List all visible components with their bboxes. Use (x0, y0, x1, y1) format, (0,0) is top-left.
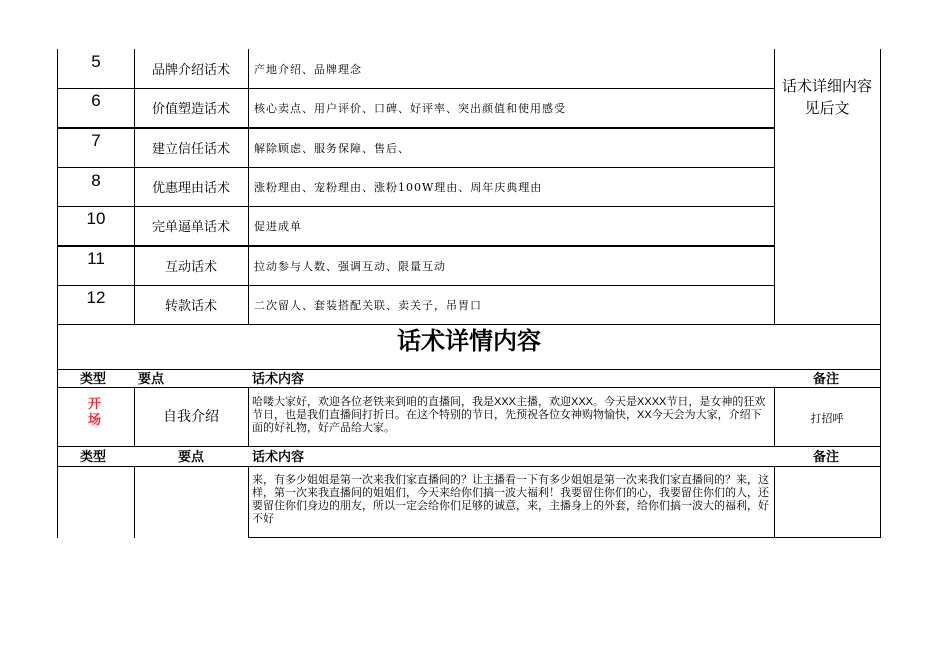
row-topic: 价值塑造话术 (151, 102, 230, 117)
row-number: 7 (91, 131, 101, 150)
row-description: 拉动参与人数、强调互动、限量互动 (254, 260, 446, 273)
row-description: 促进成单 (254, 220, 302, 233)
row-description: 二次留人、套装搭配关联、卖关子，吊胃口 (254, 299, 482, 312)
row-topic: 优惠理由话术 (151, 181, 230, 196)
row-topic: 品牌介绍话术 (151, 63, 230, 78)
opening-point: 自我介绍 (163, 409, 219, 425)
row-number: 11 (87, 249, 105, 268)
opening-remark: 打招呼 (810, 412, 844, 425)
header-type: 类型 (80, 450, 107, 465)
row-topic: 完单逼单话术 (151, 220, 230, 235)
header-remark: 备注 (813, 450, 840, 465)
header-type: 类型 (80, 372, 107, 387)
row-number: 8 (91, 171, 101, 190)
row-number: 10 (86, 209, 106, 228)
row-number: 5 (91, 52, 101, 71)
second-content: 来，有多少姐姐是第一次来我们家直播间的？让主播看一下有多少姐姐是第一次来我们家直播间的？来，这样，第一次来我直播间的姐姐们，今天来给你们搞一波大福利！我要留住你们的心，我要留住你们的人，还要留住你们身边的朋友，所以一定会给你们足够的诚意，来，主播身上的外套，给你们搞一波大的福利，好不好 (252, 474, 769, 525)
row-topic: 建立信任话术 (151, 142, 230, 157)
header-remark: 备注 (813, 372, 840, 387)
header-point: 要点 (178, 450, 205, 465)
side-note: 话术详细内容见后文 (781, 77, 872, 117)
header-content: 话术内容 (252, 372, 305, 387)
row-description: 解除顾虑、服务保障、售后、 (254, 142, 410, 155)
section-title: 话术详情内容 (397, 327, 541, 355)
header-content: 话术内容 (252, 450, 305, 465)
row-description: 产地介绍、品牌理念 (254, 63, 362, 76)
row-topic: 转款话术 (164, 299, 217, 314)
opening-content: 哈喽大家好，欢迎各位老铁来到咱的直播间，我是XXX主播，欢迎XXX。今天是XXXX节日，是女神的狂欢节日，也是我们直播间打折日。在这个特别的节日，先预祝各位女神购物愉快，XX今天会为大家，介绍下面的好礼物，好产品给大家。 (252, 396, 766, 434)
row-description: 核心卖点、用户评价、口碑、好评率、突出颜值和使用感受 (254, 102, 566, 115)
row-description: 涨粉理由、宠粉理由、涨粉100W理由、周年庆典理由 (254, 181, 543, 194)
row-number: 12 (86, 288, 106, 307)
row-number: 6 (91, 91, 101, 110)
row-topic: 互动话术 (164, 260, 217, 275)
opening-type: 开场 (88, 397, 102, 428)
header-point: 要点 (138, 372, 165, 387)
